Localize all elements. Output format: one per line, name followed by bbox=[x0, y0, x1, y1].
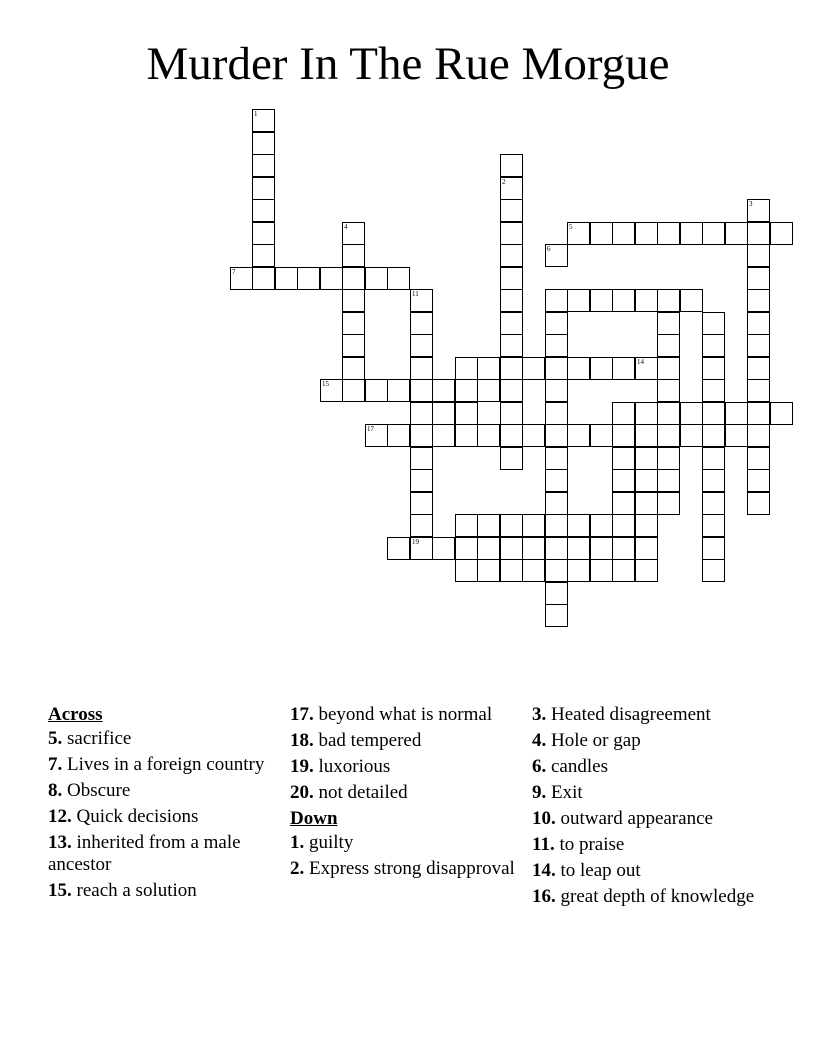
grid-cell[interactable] bbox=[590, 289, 613, 312]
grid-cell[interactable] bbox=[342, 244, 365, 267]
grid-cell[interactable] bbox=[657, 492, 680, 515]
grid-cell[interactable] bbox=[365, 424, 388, 447]
grid-cell[interactable] bbox=[387, 424, 410, 447]
grid-cell[interactable] bbox=[500, 289, 523, 312]
grid-cell[interactable] bbox=[567, 537, 590, 560]
grid-cell[interactable] bbox=[657, 402, 680, 425]
grid-cell[interactable] bbox=[657, 447, 680, 470]
grid-cell[interactable] bbox=[545, 469, 568, 492]
grid-cell[interactable] bbox=[500, 357, 523, 380]
grid-cell[interactable] bbox=[387, 379, 410, 402]
grid-cell[interactable] bbox=[702, 447, 725, 470]
grid-cell[interactable] bbox=[657, 312, 680, 335]
grid-cell[interactable] bbox=[567, 357, 590, 380]
grid-cell[interactable] bbox=[657, 222, 680, 245]
grid-cell[interactable] bbox=[500, 559, 523, 582]
down-clue bbox=[290, 832, 518, 854]
grid-cell[interactable] bbox=[410, 379, 433, 402]
grid-cell[interactable] bbox=[635, 357, 658, 380]
clue-number: 17 bbox=[367, 425, 374, 433]
grid-cell[interactable] bbox=[410, 514, 433, 537]
grid-cell[interactable] bbox=[702, 312, 725, 335]
grid-cell[interactable] bbox=[410, 469, 433, 492]
grid-cell[interactable] bbox=[590, 222, 613, 245]
across-heading: Across bbox=[48, 704, 103, 725]
grid-cell[interactable] bbox=[500, 244, 523, 267]
grid-cell[interactable] bbox=[545, 379, 568, 402]
grid-cell[interactable] bbox=[635, 537, 658, 560]
grid-cell[interactable] bbox=[635, 492, 658, 515]
down-clue-list-continued bbox=[532, 704, 760, 908]
down-clue bbox=[532, 704, 760, 726]
grid-cell[interactable] bbox=[545, 289, 568, 312]
grid-cell[interactable] bbox=[500, 154, 523, 177]
grid-cell[interactable] bbox=[635, 289, 658, 312]
grid-cell[interactable] bbox=[500, 447, 523, 470]
grid-cell[interactable] bbox=[747, 402, 770, 425]
grid-cell[interactable] bbox=[702, 379, 725, 402]
grid-cell[interactable] bbox=[342, 357, 365, 380]
grid-cell[interactable] bbox=[410, 492, 433, 515]
grid-cell[interactable] bbox=[545, 492, 568, 515]
grid-cell[interactable] bbox=[725, 402, 748, 425]
grid-cell[interactable] bbox=[545, 402, 568, 425]
clue-text: great depth of knowledge bbox=[555, 886, 755, 907]
grid-cell[interactable] bbox=[342, 334, 365, 357]
clue-text: to leap out bbox=[555, 860, 641, 881]
grid-cell[interactable] bbox=[410, 289, 433, 312]
grid-cell[interactable] bbox=[747, 492, 770, 515]
grid-cell[interactable] bbox=[432, 537, 455, 560]
page-title: Murder In The Rue Morgue bbox=[146, 38, 670, 90]
grid-cell[interactable] bbox=[612, 424, 635, 447]
down-clue bbox=[532, 860, 760, 882]
grid-cell[interactable] bbox=[545, 514, 568, 537]
grid-cell[interactable] bbox=[545, 312, 568, 335]
clue-number: 2 bbox=[502, 178, 506, 186]
grid-cell[interactable] bbox=[747, 199, 770, 222]
down-clue bbox=[532, 756, 760, 778]
grid-cell[interactable] bbox=[252, 267, 275, 290]
grid-cell[interactable] bbox=[747, 312, 770, 335]
clue-number-label: 4. bbox=[532, 730, 547, 751]
grid-cell[interactable] bbox=[590, 537, 613, 560]
grid-cell[interactable] bbox=[747, 244, 770, 267]
down-clue-list bbox=[290, 832, 518, 880]
grid-cell[interactable] bbox=[342, 379, 365, 402]
clue-text: beyond what is normal bbox=[313, 704, 493, 725]
grid-cell[interactable] bbox=[477, 424, 500, 447]
clue-text: Hole or gap bbox=[546, 730, 641, 751]
grid-cell[interactable] bbox=[522, 537, 545, 560]
clue-number-label: 1. bbox=[290, 832, 305, 853]
clue-text: luxorious bbox=[313, 756, 391, 777]
grid-cell[interactable] bbox=[635, 424, 658, 447]
across-clue bbox=[48, 780, 276, 802]
grid-cell[interactable] bbox=[500, 537, 523, 560]
across-clue bbox=[48, 832, 276, 876]
grid-cell[interactable] bbox=[545, 537, 568, 560]
grid-cell[interactable] bbox=[545, 559, 568, 582]
clue-number: 15 bbox=[322, 380, 329, 388]
grid-cell[interactable] bbox=[567, 559, 590, 582]
grid-cell[interactable] bbox=[702, 469, 725, 492]
down-clue bbox=[532, 834, 760, 856]
clue-text: Heated disagreement bbox=[546, 704, 711, 725]
clue-number-label: 8. bbox=[48, 780, 63, 801]
grid-cell[interactable] bbox=[635, 222, 658, 245]
clue-text: guilty bbox=[304, 832, 354, 853]
grid-cell[interactable] bbox=[545, 244, 568, 267]
grid-cell[interactable] bbox=[477, 357, 500, 380]
grid-cell[interactable] bbox=[252, 222, 275, 245]
grid-cell[interactable] bbox=[432, 424, 455, 447]
clue-number: 4 bbox=[344, 223, 348, 231]
grid-cell[interactable] bbox=[477, 379, 500, 402]
clue-number-label: 15. bbox=[48, 880, 72, 901]
across-clue bbox=[290, 782, 518, 804]
grid-cell[interactable] bbox=[545, 604, 568, 627]
grid-cell[interactable] bbox=[477, 514, 500, 537]
grid-cell[interactable] bbox=[702, 402, 725, 425]
grid-cell[interactable] bbox=[342, 267, 365, 290]
grid-cell[interactable] bbox=[500, 402, 523, 425]
across-clue bbox=[48, 728, 276, 750]
grid-cell[interactable] bbox=[612, 469, 635, 492]
grid-cell[interactable] bbox=[680, 289, 703, 312]
clue-text: sacrifice bbox=[62, 728, 132, 749]
grid-cell[interactable] bbox=[567, 289, 590, 312]
grid-cell[interactable] bbox=[545, 334, 568, 357]
grid-cell[interactable] bbox=[567, 222, 590, 245]
clue-number-label: 14. bbox=[532, 860, 556, 881]
grid-cell[interactable] bbox=[500, 199, 523, 222]
grid-cell[interactable] bbox=[702, 424, 725, 447]
grid-cell[interactable] bbox=[500, 312, 523, 335]
grid-cell[interactable] bbox=[725, 424, 748, 447]
grid-cell[interactable] bbox=[432, 402, 455, 425]
grid-cell[interactable] bbox=[545, 582, 568, 605]
grid-cell[interactable] bbox=[477, 559, 500, 582]
clue-text: candles bbox=[546, 756, 608, 777]
grid-cell[interactable] bbox=[702, 222, 725, 245]
clue-text: Express strong disapproval bbox=[304, 858, 515, 879]
clue-number-label: 6. bbox=[532, 756, 547, 777]
clue-number: 6 bbox=[547, 245, 551, 253]
grid-cell[interactable] bbox=[252, 132, 275, 155]
grid-cell[interactable] bbox=[612, 559, 635, 582]
grid-cell[interactable] bbox=[275, 267, 298, 290]
grid-cell[interactable] bbox=[500, 379, 523, 402]
grid-cell[interactable] bbox=[702, 559, 725, 582]
grid-cell[interactable] bbox=[657, 379, 680, 402]
clue-text: not detailed bbox=[313, 782, 408, 803]
clue-text: bad tempered bbox=[313, 730, 422, 751]
grid-cell[interactable] bbox=[455, 357, 478, 380]
grid-cell[interactable] bbox=[522, 424, 545, 447]
clue-number-label: 11. bbox=[532, 834, 555, 855]
grid-cell[interactable] bbox=[297, 267, 320, 290]
clue-text: outward appearance bbox=[555, 808, 713, 829]
grid-cell[interactable] bbox=[365, 267, 388, 290]
down-clue bbox=[532, 782, 760, 804]
clue-number: 3 bbox=[749, 200, 753, 208]
across-clue bbox=[290, 704, 518, 726]
clue-number: 7 bbox=[232, 268, 236, 276]
clue-number-label: 5. bbox=[48, 728, 63, 749]
grid-cell[interactable] bbox=[500, 267, 523, 290]
clue-text: to praise bbox=[554, 834, 625, 855]
grid-cell[interactable] bbox=[590, 514, 613, 537]
clue-number: 5 bbox=[569, 223, 573, 231]
grid-cell[interactable] bbox=[747, 469, 770, 492]
clue-number-label: 9. bbox=[532, 782, 547, 803]
grid-cell[interactable] bbox=[635, 402, 658, 425]
grid-cell[interactable] bbox=[657, 424, 680, 447]
grid-cell[interactable] bbox=[500, 514, 523, 537]
grid-cell[interactable] bbox=[342, 289, 365, 312]
clue-number-label: 19. bbox=[290, 756, 314, 777]
grid-cell[interactable] bbox=[500, 334, 523, 357]
grid-cell[interactable] bbox=[612, 492, 635, 515]
grid-cell[interactable] bbox=[387, 537, 410, 560]
grid-cell[interactable] bbox=[680, 424, 703, 447]
clue-column-2 bbox=[290, 704, 518, 884]
grid-cell[interactable] bbox=[747, 424, 770, 447]
clue-number-label: 13. bbox=[48, 832, 72, 853]
grid-cell[interactable] bbox=[410, 312, 433, 335]
clue-text: inherited from a male ancestor bbox=[48, 832, 241, 875]
grid-cell[interactable] bbox=[342, 312, 365, 335]
clue-number-label: 12. bbox=[48, 806, 72, 827]
across-clue bbox=[48, 754, 276, 776]
grid-cell[interactable] bbox=[477, 537, 500, 560]
across-clue bbox=[48, 806, 276, 828]
down-clue bbox=[532, 808, 760, 830]
grid-cell[interactable] bbox=[612, 222, 635, 245]
clue-number: 19 bbox=[412, 538, 419, 546]
clue-number-label: 2. bbox=[290, 858, 305, 879]
grid-cell[interactable] bbox=[747, 357, 770, 380]
grid-cell[interactable] bbox=[590, 357, 613, 380]
grid-cell[interactable] bbox=[612, 357, 635, 380]
grid-cell[interactable] bbox=[702, 492, 725, 515]
down-clue bbox=[532, 886, 760, 908]
grid-cell[interactable] bbox=[455, 559, 478, 582]
clue-number-label: 7. bbox=[48, 754, 63, 775]
grid-cell[interactable] bbox=[612, 514, 635, 537]
clue-text: Exit bbox=[546, 782, 583, 803]
grid-cell[interactable] bbox=[252, 199, 275, 222]
grid-cell[interactable] bbox=[455, 402, 478, 425]
grid-cell[interactable] bbox=[320, 379, 343, 402]
grid-cell[interactable] bbox=[747, 267, 770, 290]
clue-column-1 bbox=[48, 704, 276, 906]
grid-cell[interactable] bbox=[702, 537, 725, 560]
grid-cell[interactable] bbox=[770, 222, 793, 245]
grid-cell[interactable] bbox=[590, 559, 613, 582]
across-clue bbox=[290, 756, 518, 778]
grid-cell[interactable] bbox=[612, 537, 635, 560]
grid-cell[interactable] bbox=[455, 537, 478, 560]
clue-text: reach a solution bbox=[71, 880, 197, 901]
grid-cell[interactable] bbox=[252, 109, 275, 132]
clue-number: 14 bbox=[637, 358, 644, 366]
grid-cell[interactable] bbox=[432, 379, 455, 402]
grid-cell[interactable] bbox=[657, 334, 680, 357]
grid-cell[interactable] bbox=[747, 447, 770, 470]
grid-cell[interactable] bbox=[320, 267, 343, 290]
across-clue bbox=[290, 730, 518, 752]
grid-cell[interactable] bbox=[657, 357, 680, 380]
clue-number-label: 17. bbox=[290, 704, 314, 725]
grid-cell[interactable] bbox=[522, 514, 545, 537]
clue-number-label: 3. bbox=[532, 704, 547, 725]
grid-cell[interactable] bbox=[747, 222, 770, 245]
across-clue bbox=[48, 880, 276, 902]
across-clue-list bbox=[48, 728, 276, 902]
clue-number-label: 16. bbox=[532, 886, 556, 907]
grid-cell[interactable] bbox=[747, 379, 770, 402]
grid-cell[interactable] bbox=[342, 222, 365, 245]
grid-cell[interactable] bbox=[410, 402, 433, 425]
grid-cell[interactable] bbox=[410, 447, 433, 470]
grid-cell[interactable] bbox=[410, 537, 433, 560]
grid-cell[interactable] bbox=[455, 379, 478, 402]
grid-cell[interactable] bbox=[545, 357, 568, 380]
grid-cell[interactable] bbox=[657, 469, 680, 492]
grid-cell[interactable] bbox=[612, 402, 635, 425]
clue-text: Lives in a foreign country bbox=[62, 754, 265, 775]
grid-cell[interactable] bbox=[455, 514, 478, 537]
grid-cell[interactable] bbox=[747, 334, 770, 357]
clue-text: Quick decisions bbox=[71, 806, 199, 827]
grid-cell[interactable] bbox=[500, 222, 523, 245]
grid-cell[interactable] bbox=[635, 514, 658, 537]
grid-cell[interactable] bbox=[455, 424, 478, 447]
grid-cell[interactable] bbox=[657, 289, 680, 312]
grid-cell[interactable] bbox=[252, 244, 275, 267]
grid-cell[interactable] bbox=[252, 177, 275, 200]
grid-cell[interactable] bbox=[770, 402, 793, 425]
grid-cell[interactable] bbox=[635, 559, 658, 582]
grid-cell[interactable] bbox=[612, 447, 635, 470]
down-heading: Down bbox=[290, 808, 338, 829]
clue-number-label: 10. bbox=[532, 808, 556, 829]
grid-cell[interactable] bbox=[230, 267, 253, 290]
grid-cell[interactable] bbox=[545, 424, 568, 447]
grid-cell[interactable] bbox=[387, 267, 410, 290]
grid-cell[interactable] bbox=[612, 289, 635, 312]
grid-cell[interactable] bbox=[635, 447, 658, 470]
grid-cell[interactable] bbox=[252, 154, 275, 177]
clue-number-label: 18. bbox=[290, 730, 314, 751]
grid-cell[interactable] bbox=[725, 222, 748, 245]
grid-cell[interactable] bbox=[522, 559, 545, 582]
grid-cell[interactable] bbox=[522, 357, 545, 380]
grid-cell[interactable] bbox=[702, 514, 725, 537]
down-clue bbox=[290, 858, 518, 880]
grid-cell[interactable] bbox=[410, 424, 433, 447]
grid-cell[interactable] bbox=[545, 447, 568, 470]
clue-number: 1 bbox=[254, 110, 258, 118]
grid-cell[interactable] bbox=[500, 177, 523, 200]
grid-cell[interactable] bbox=[680, 222, 703, 245]
clue-column-3 bbox=[532, 704, 760, 912]
grid-cell[interactable] bbox=[635, 469, 658, 492]
grid-cell[interactable] bbox=[410, 334, 433, 357]
grid-cell[interactable] bbox=[747, 289, 770, 312]
grid-cell[interactable] bbox=[702, 357, 725, 380]
across-clue-list-continued bbox=[290, 704, 518, 804]
grid-cell[interactable] bbox=[567, 514, 590, 537]
down-clue bbox=[532, 730, 760, 752]
grid-cell[interactable] bbox=[365, 379, 388, 402]
clue-number-label: 20. bbox=[290, 782, 314, 803]
clue-text: Obscure bbox=[62, 780, 131, 801]
grid-cell[interactable] bbox=[702, 334, 725, 357]
grid-cell[interactable] bbox=[590, 424, 613, 447]
grid-cell[interactable] bbox=[500, 424, 523, 447]
clue-number: 11 bbox=[412, 290, 419, 298]
grid-cell[interactable] bbox=[680, 402, 703, 425]
grid-cell[interactable] bbox=[410, 357, 433, 380]
grid-cell[interactable] bbox=[567, 424, 590, 447]
